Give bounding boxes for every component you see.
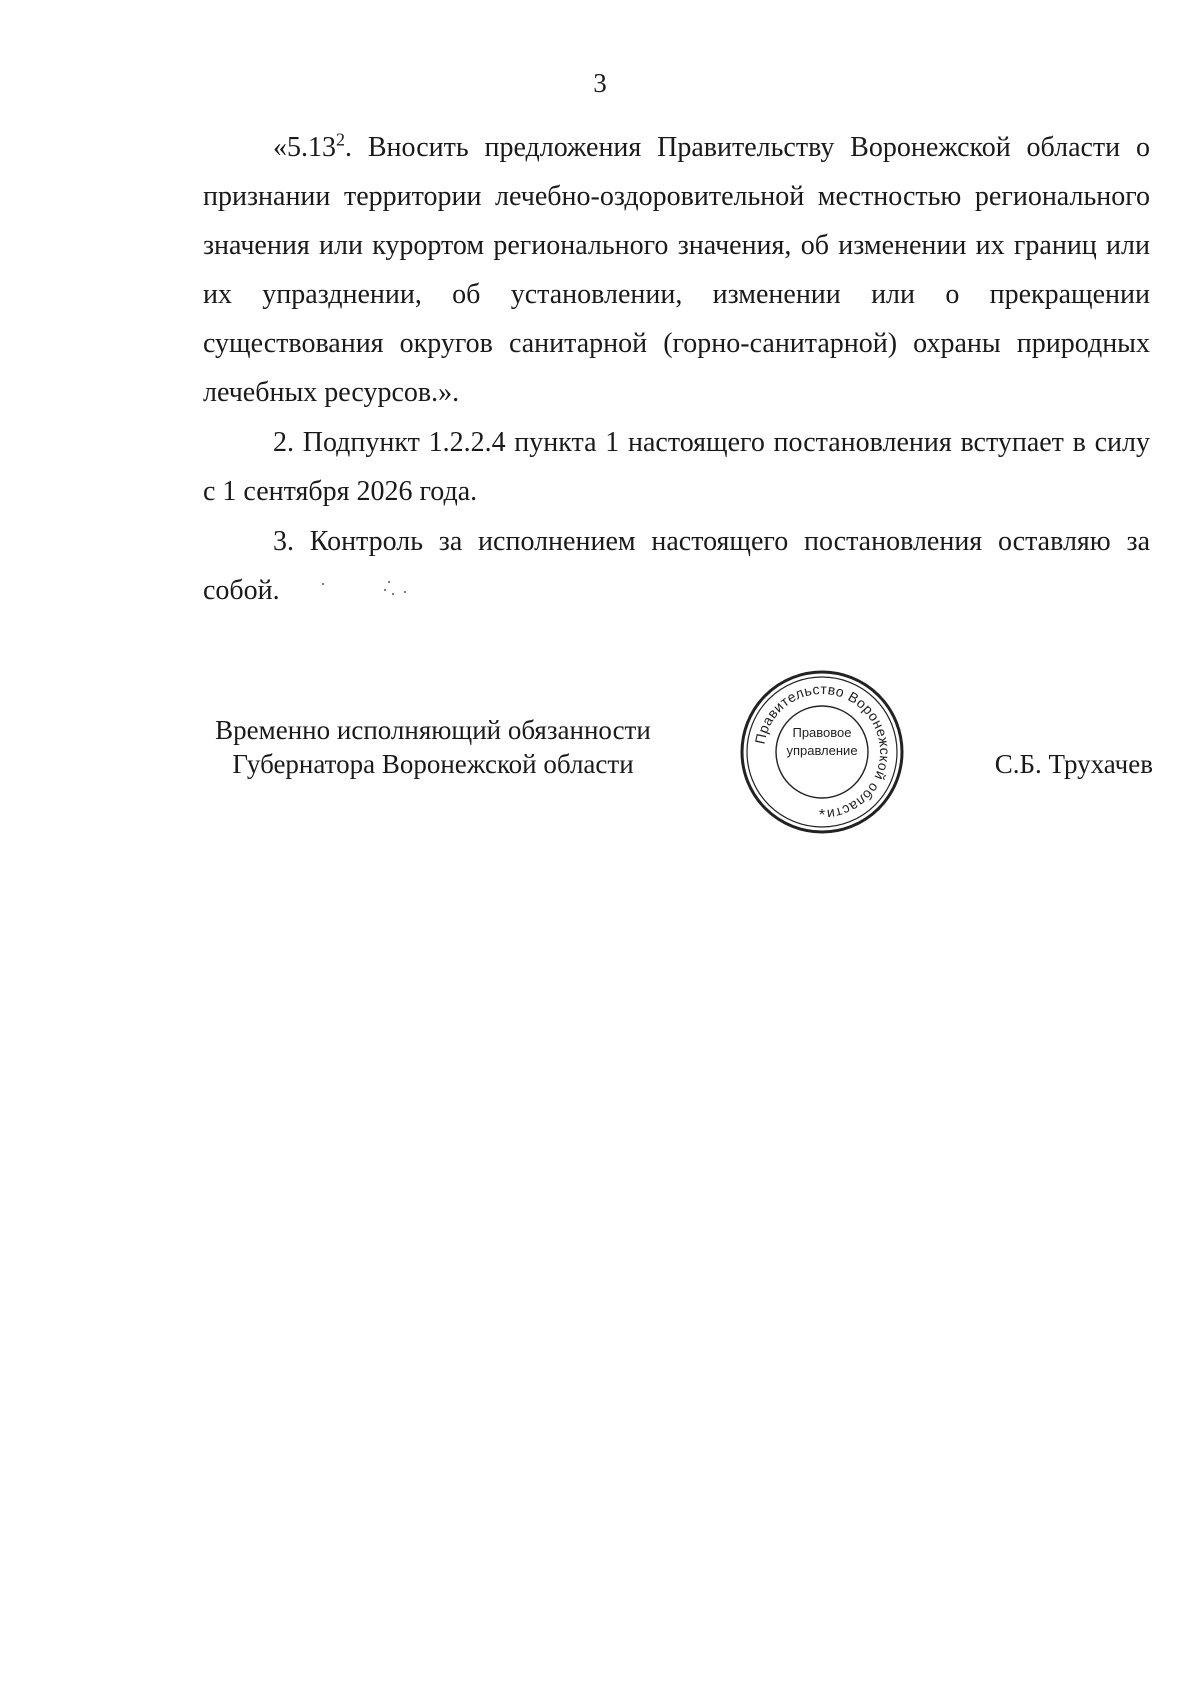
stamp-center-line1: Правовое — [792, 725, 852, 740]
signatory-position-line2: Губернатора Воронежской области — [232, 749, 634, 779]
paragraph-3-text: 3. Контроль за исполнением настоящего постановления оставляю за собой. — [203, 526, 1150, 606]
paragraph-5-13-2 — [203, 123, 1150, 417]
clause-superscript: 2 — [336, 129, 345, 150]
svg-text:*: * — [818, 807, 826, 824]
svg-text:Правительство Воронежской обла: Правительство Воронежской области — [751, 680, 894, 823]
signatory-name: С.Б. Трухачев — [994, 749, 1153, 779]
signatory-position-line1: Временно исполняющий обязанности — [215, 715, 651, 745]
document-body — [203, 123, 1150, 615]
stamp-center-line2: управление — [786, 743, 858, 758]
official-stamp — [738, 668, 906, 836]
paragraph-2: 2. Подпункт 1.2.2.4 пункта 1 настоящего постановления вступает в силу с 1 сентября 2026 года. — [203, 427, 1150, 507]
clause-text: . Вносить предложения Правительству Воронежской области о признании территории лечебно-оздоровительной местностью регионального значения или курортом регионального значения, об изменении их границ или их упразднении, об установлении, изменении или о прекращении существования округов санитарной (горно-санитарной) охраны природных лечебных ресурсов.». — [203, 132, 1150, 408]
stamp-center-text — [778, 724, 866, 760]
scan-specks — [280, 579, 430, 599]
signatory-position — [203, 713, 663, 781]
page-number: 3 — [593, 68, 607, 98]
paragraph-3 — [203, 517, 1150, 615]
clause-number: «5.13 — [273, 132, 336, 163]
